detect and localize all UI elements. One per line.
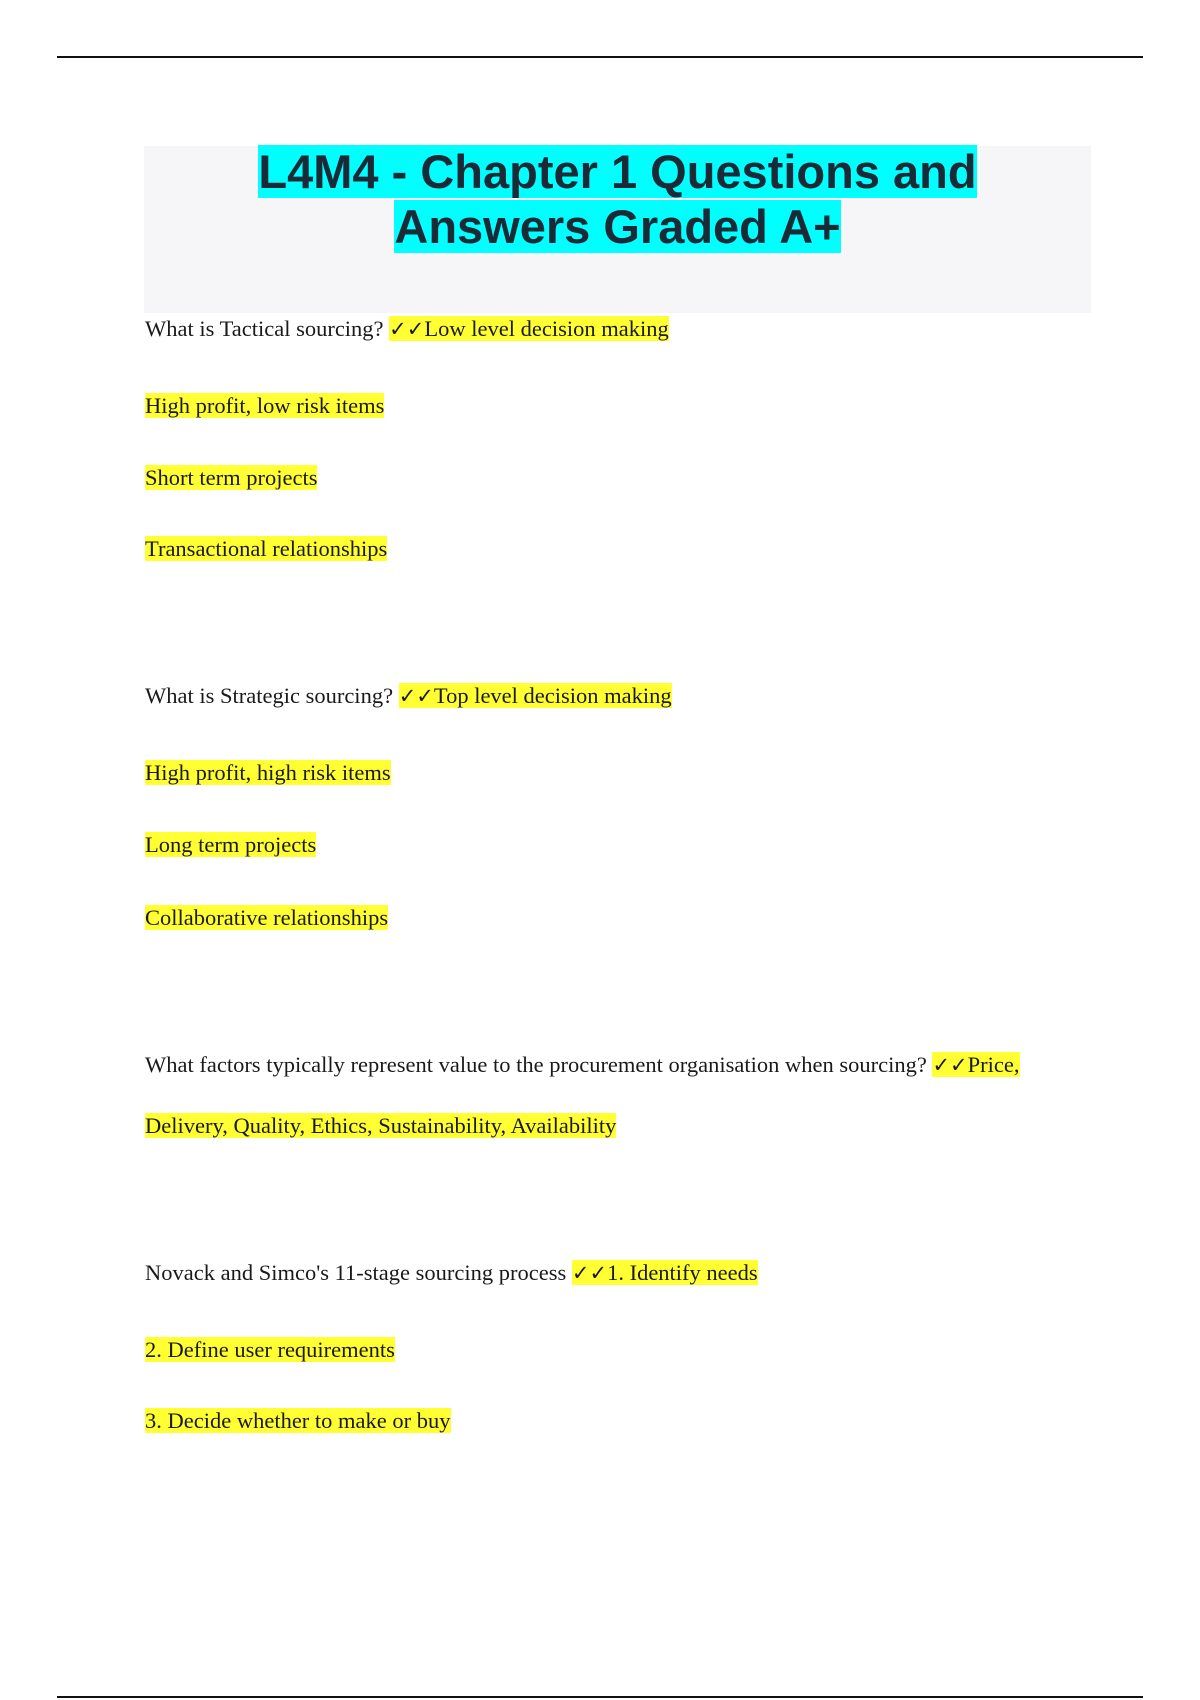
title-line-2: Answers Graded A+ [394,200,841,253]
qa-2-answer-line-3: Long term projects [145,832,317,857]
check-icon: ✓✓ [389,317,425,341]
qa-4-answer-line-3: 3. Decide whether to make or buy [145,1408,451,1433]
qa-2-answer-line-2: High profit, high risk items [145,760,391,785]
top-rule [57,56,1143,58]
qa-3-answer-line-2: Delivery, Quality, Ethics, Sustainability, Availability [145,1113,617,1138]
title-line-1: L4M4 - Chapter 1 Questions and [258,145,977,198]
qa-3-question: What factors typically represent value to the procurement organisation when sourcing? [145,1052,927,1077]
qa-2-answer-first [399,683,672,708]
qa-3-answer-line-1: Price, [967,1052,1020,1077]
qa-4-answer-line [145,1407,451,1435]
qa-3-answer-line [145,1112,616,1140]
qa-3-answer-first [932,1052,1019,1077]
check-icon: ✓✓ [932,1053,968,1077]
qa-2-question: What is Strategic sourcing? [145,683,394,708]
qa-1-answer-line [145,464,317,492]
document-title [144,144,1091,254]
qa-1-question-line [145,315,669,343]
qa-1-answer-line-3: Short term projects [145,465,318,490]
qa-4-answer-first [572,1260,758,1285]
qa-1-answer-line-1: Low level decision making [424,316,669,341]
qa-2-answer-line-1: Top level decision making [433,683,672,708]
qa-1-answer-line [145,392,384,420]
qa-2-question-line [145,682,672,710]
qa-2-answer-line [145,831,316,859]
bottom-rule [57,1696,1143,1698]
qa-1-answer-line-2: High profit, low risk items [145,393,385,418]
check-icon: ✓✓ [398,684,434,708]
qa-2-answer-line [145,904,388,932]
qa-4-question-line [145,1259,758,1287]
qa-1-question: What is Tactical sourcing? [145,316,384,341]
qa-2-answer-line-4: Collaborative relationships [145,905,389,930]
qa-1-answer-line-4: Transactional relationships [145,536,388,561]
qa-1-answer-line [145,535,387,563]
qa-4-answer-line-1: 1. Identify needs [607,1260,758,1285]
qa-4-answer-line [145,1336,395,1364]
qa-4-answer-line-2: 2. Define user requirements [145,1337,395,1362]
qa-2-answer-line [145,759,391,787]
check-icon: ✓✓ [571,1261,608,1285]
qa-4-question: Novack and Simco's 11-stage sourcing process [145,1260,567,1285]
qa-3-question-line [145,1051,1020,1079]
qa-1-answer-first [389,316,669,341]
